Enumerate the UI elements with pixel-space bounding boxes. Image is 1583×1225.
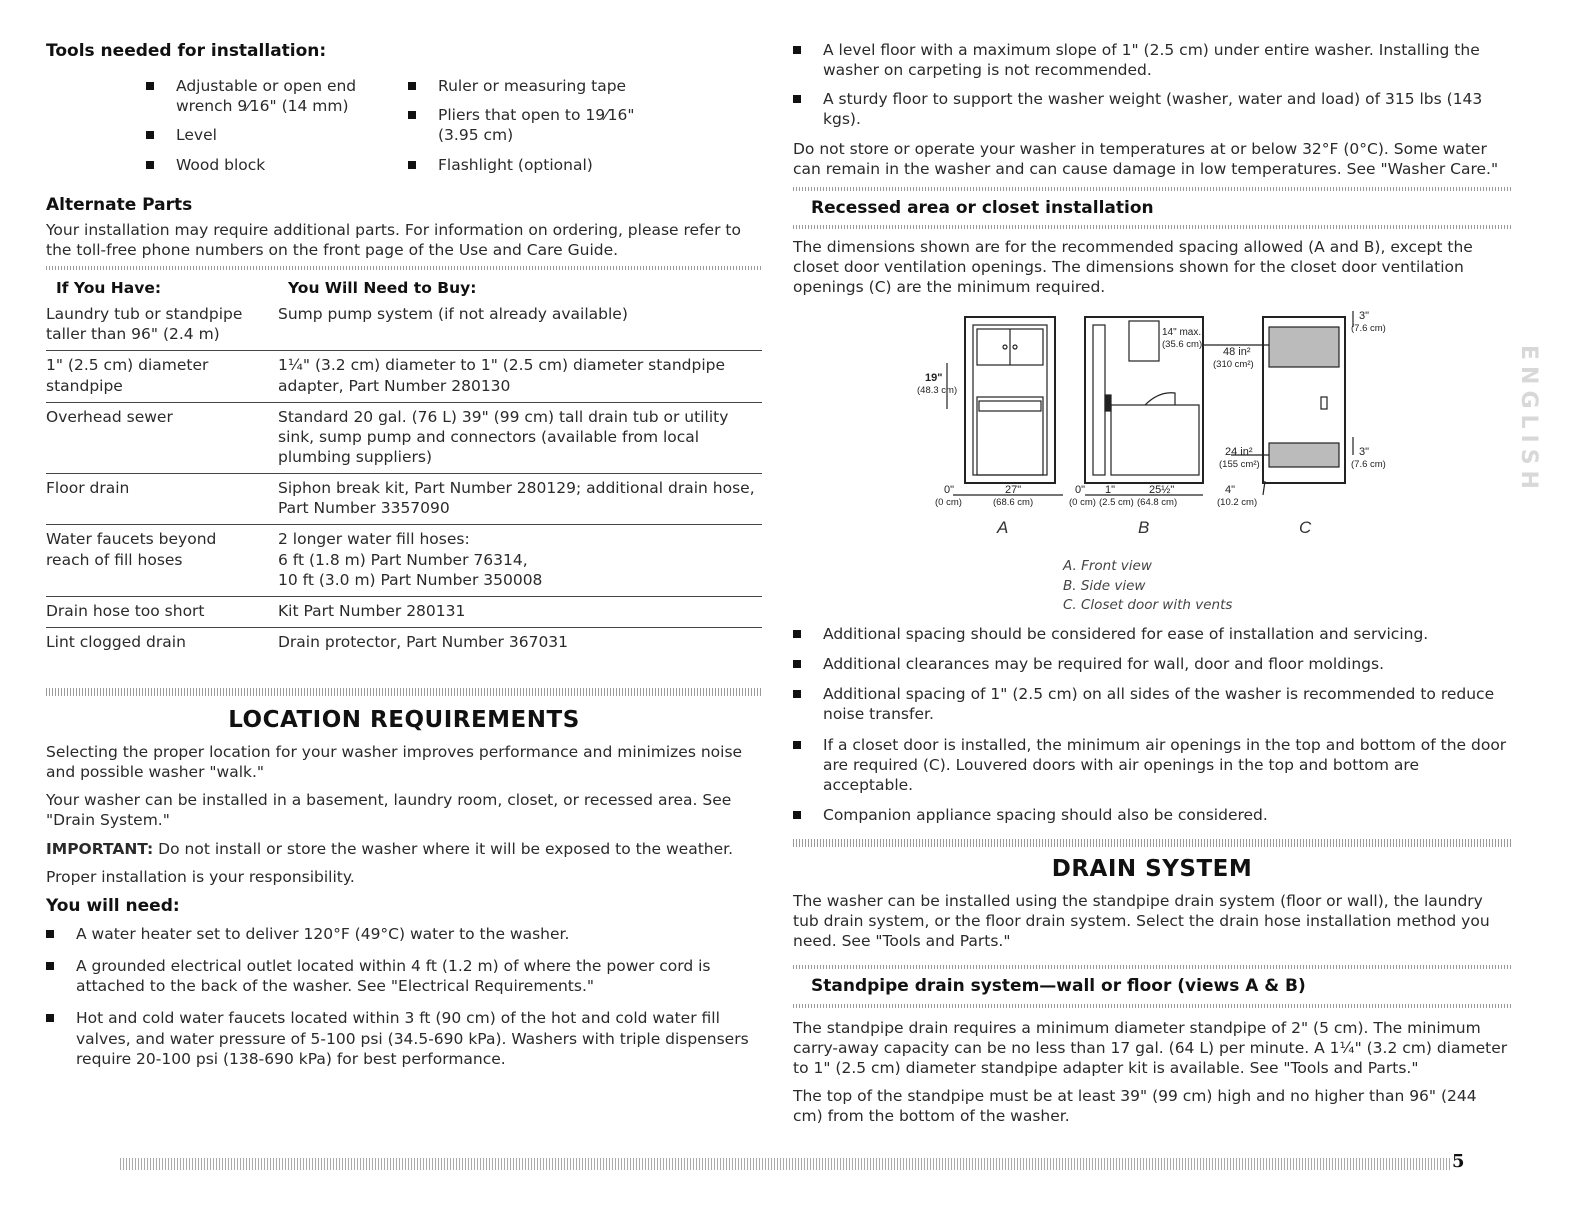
recessed-text: The dimensions shown are for the recommended spacing allowed (A and B), except the closet door ventilation openings. The dimensions shown for the closet door ventilation openings (C) are the minimum required. xyxy=(793,237,1473,297)
column-header-have: If You Have: xyxy=(56,279,162,298)
table-row xyxy=(46,525,762,596)
bullet-icon xyxy=(408,82,416,90)
right-column xyxy=(793,40,1511,1126)
divider xyxy=(793,187,1511,191)
divider xyxy=(793,839,1511,847)
cell-have: Overhead sewer xyxy=(46,402,278,473)
cell-need: 2 longer water fill hoses: 6 ft (1.8 m) Part Number 76314, 10 ft (3.0 m) Part Number 350008 xyxy=(278,525,762,596)
floor-requirement: A sturdy floor to support the washer weight (washer, water and load) of 315 lbs (143 kgs). xyxy=(793,89,1511,129)
door-knob xyxy=(1321,397,1327,409)
diagram-captions xyxy=(1063,557,1511,616)
tools-list xyxy=(146,76,762,184)
dim-a-height-cm: (48.3 cm) xyxy=(917,385,958,397)
side-view-washer xyxy=(1111,405,1199,475)
dim-b-left: 0" xyxy=(1075,484,1086,497)
dim-c-bottom-cm: (7.6 cm) xyxy=(1351,459,1386,471)
drain-intro: The washer can be installed using the standpipe drain system (floor or wall), the laundry tub drain system, or the floor drain system. Select the drain hose installation method you need. See "Tools and Parts." xyxy=(793,892,1490,951)
cell-have: Water faucets beyond reach of fill hoses xyxy=(46,525,278,596)
spacing-item: Companion appliance spacing should also be considered. xyxy=(793,805,1511,825)
tool-item: Flashlight (optional) xyxy=(408,155,670,175)
cell-need: Drain protector, Part Number 367031 xyxy=(278,633,569,651)
spacing-item: If a closet door is installed, the minimum air openings in the top and bottom of the door are required (C). Louvered doors with air openings in the top and bottom are acceptable. xyxy=(793,735,1511,795)
location-paragraph: Proper installation is your responsibility. xyxy=(46,867,355,886)
cell-need: 1¼" (3.2 cm) diameter to 1" (2.5 cm) diameter standpipe adapter, Part Number 280130 xyxy=(278,351,762,402)
dim-c-side: 4" xyxy=(1225,484,1236,497)
dim-b-gap: 1" xyxy=(1105,484,1116,497)
dim-b-max: 14" max. xyxy=(1162,327,1202,339)
cell-have: Lint clogged drain xyxy=(46,633,186,651)
cell-have: Drain hose too short xyxy=(46,596,278,627)
bottom-vent xyxy=(1269,443,1339,467)
location-paragraph: Selecting the proper location for your washer improves performance and minimizes noise and possible washer "walk." xyxy=(46,743,743,782)
clearance-diagram xyxy=(793,305,1511,557)
need-item: A grounded electrical outlet located within 4 ft (1.2 m) of where the power cord is attached to the back of the washer. See "Electrical Requirements." xyxy=(46,956,762,996)
important-note: IMPORTANT: Do not install or store the washer where it will be exposed to the weather. xyxy=(46,839,734,858)
dim-a-left-cm: (0 cm) xyxy=(935,497,962,509)
tools-heading: Tools needed for installation: xyxy=(46,41,327,61)
location-paragraph: Your washer can be installed in a basement, laundry room, closet, or recessed area. See "Drain System." xyxy=(46,791,732,830)
table-row xyxy=(46,474,762,525)
dim-c-top-area: 48 in² xyxy=(1223,346,1251,359)
dim-c-bottom-area: 24 in² xyxy=(1225,446,1253,459)
spacing-item: Additional clearances may be required for wall, door and floor moldings. xyxy=(793,654,1511,674)
standpipe-paragraph: The top of the standpipe must be at least 39" (99 cm) high and no higher than 96" (244 cm) from the bottom of the washer. xyxy=(793,1087,1477,1126)
dim-a-left: 0" xyxy=(944,484,955,497)
bullet-icon xyxy=(793,811,801,819)
bullet-icon xyxy=(793,95,801,103)
front-view-washer xyxy=(977,397,1043,475)
dim-b-gap-cm: (2.5 cm) xyxy=(1099,497,1134,509)
divider xyxy=(793,965,1511,969)
column-header-need: You Will Need to Buy: xyxy=(288,279,477,298)
bullet-icon xyxy=(793,690,801,698)
tool-item: Pliers that open to 19⁄16" (3.95 cm) xyxy=(408,105,670,145)
bullet-icon xyxy=(408,111,416,119)
left-column xyxy=(46,40,762,1069)
cell-need: Kit Part Number 280131 xyxy=(278,596,762,627)
dim-b-max-cm: (35.6 cm) xyxy=(1162,339,1203,351)
bullet-icon xyxy=(46,962,54,970)
table-row xyxy=(46,628,762,659)
bullet-icon xyxy=(146,161,154,169)
top-vent xyxy=(1269,327,1339,367)
dim-c-bottom: 3" xyxy=(1359,446,1370,459)
bullet-icon xyxy=(793,741,801,749)
side-view-cabinet xyxy=(1129,321,1159,361)
bullet-icon xyxy=(408,161,416,169)
view-letter-c: C xyxy=(1299,518,1312,538)
dim-c-top: 3" xyxy=(1359,310,1370,323)
dim-a-height: 19" xyxy=(925,372,943,385)
dim-b-left-cm: (0 cm) xyxy=(1069,497,1096,509)
bullet-icon xyxy=(793,630,801,638)
table-row xyxy=(46,402,762,473)
view-letter-b: B xyxy=(1138,518,1150,538)
tool-item: Level xyxy=(146,125,408,145)
cell-need: Standard 20 gal. (76 L) 39" (99 cm) tall drain tub or utility sink, sump pump and connectors (available from local plumbing suppliers) xyxy=(278,402,762,473)
you-will-need-heading: You will need: xyxy=(46,895,180,916)
divider xyxy=(46,266,762,270)
bullet-icon xyxy=(146,131,154,139)
alternate-parts-heading: Alternate Parts xyxy=(46,194,193,215)
table-row xyxy=(46,596,762,627)
drain-system-title: DRAIN SYSTEM xyxy=(1051,856,1253,883)
bullet-icon xyxy=(46,930,54,938)
page-number: 5 xyxy=(1452,1151,1465,1172)
spacing-item: Additional spacing should be considered for ease of installation and servicing. xyxy=(793,624,1511,644)
side-view-wall xyxy=(1093,325,1105,475)
caption-closet-door: C. Closet door with vents xyxy=(1063,597,1233,614)
dim-a-width-cm: (68.6 cm) xyxy=(993,497,1034,509)
standpipe-paragraph: The standpipe drain requires a minimum diameter standpipe of 2" (5 cm). The minimum carry-away capacity can be no less than 17 gal. (64 L) per minute. A 1¼" (3.2 cm) diameter to 1" (2.5 cm) diameter standpipe adapter kit is available. See "Tools and Parts." xyxy=(793,1018,1508,1077)
language-tab: ENGLISH xyxy=(1516,345,1541,495)
bullet-icon xyxy=(46,1014,54,1022)
dim-c-top-cm: (7.6 cm) xyxy=(1351,323,1386,335)
footer-rule xyxy=(120,1158,1450,1170)
storage-note: Do not store or operate your washer in temperatures at or below 32°F (0°C). Some water can remain in the washer and can cause damage in low temperatures. See "Washer Care." xyxy=(793,139,1499,178)
dim-c-side-cm: (10.2 cm) xyxy=(1217,497,1258,509)
cell-need: Siphon break kit, Part Number 280129; additional drain hose, Part Number 3357090 xyxy=(278,474,762,525)
location-requirements-title: LOCATION REQUIREMENTS xyxy=(228,707,580,734)
cell-have: Floor drain xyxy=(46,474,278,525)
bullet-icon xyxy=(793,46,801,54)
cell-need: Sump pump system (if not already available) xyxy=(278,300,762,351)
dim-b-depth-cm: (64.8 cm) xyxy=(1137,497,1178,509)
need-item: Hot and cold water faucets located within 3 ft (90 cm) of the hot and cold water fill valves, and water pressure of 5-100 psi (34.5-690 kPa). Washers with triple dispensers require 20-100 psi (138-690 kPa) for best performance. xyxy=(46,1008,762,1068)
divider xyxy=(793,225,1511,229)
tool-item: Ruler or measuring tape xyxy=(408,76,670,96)
divider xyxy=(793,1004,1511,1008)
dim-b-depth: 25½" xyxy=(1149,484,1175,497)
need-item: A water heater set to deliver 120°F (49°C) water to the washer. xyxy=(46,924,762,944)
spacing-item: Additional spacing of 1" (2.5 cm) on all sides of the washer is recommended to reduce noise transfer. xyxy=(793,684,1511,724)
tool-item: Wood block xyxy=(146,155,408,175)
view-letter-a: A xyxy=(997,518,1009,538)
tool-item: Adjustable or open end wrench 9⁄16" (14 mm) xyxy=(146,76,408,116)
divider xyxy=(46,688,762,696)
bullet-icon xyxy=(793,660,801,668)
floor-requirement: A level floor with a maximum slope of 1" (2.5 cm) under entire washer. Installing the washer on carpeting is not recommended. xyxy=(793,40,1511,80)
alternate-parts-intro: Your installation may require additional parts. For information on ordering, please refer to the toll-free phone numbers on the front page of the Use and Care Guide. xyxy=(46,220,741,259)
bullet-icon xyxy=(146,82,154,90)
cell-have: 1" (2.5 cm) diameter standpipe xyxy=(46,351,278,402)
dim-a-width: 27" xyxy=(1005,484,1022,497)
caption-front-view: A. Front view xyxy=(1063,558,1152,575)
clearance-diagram-svg xyxy=(793,305,1511,557)
alternate-parts-table xyxy=(46,276,762,658)
recessed-heading: Recessed area or closet installation xyxy=(811,197,1154,218)
table-row xyxy=(46,351,762,402)
standpipe-heading: Standpipe drain system—wall or floor (views A & B) xyxy=(811,976,1306,997)
caption-side-view: B. Side view xyxy=(1063,577,1146,594)
dim-c-bottom-area-cm: (155 cm²) xyxy=(1219,459,1260,471)
dim-c-top-area-cm: (310 cm²) xyxy=(1213,359,1254,371)
cell-have: Laundry tub or standpipe taller than 96" (2.4 m) xyxy=(46,300,278,351)
table-row xyxy=(46,300,762,351)
